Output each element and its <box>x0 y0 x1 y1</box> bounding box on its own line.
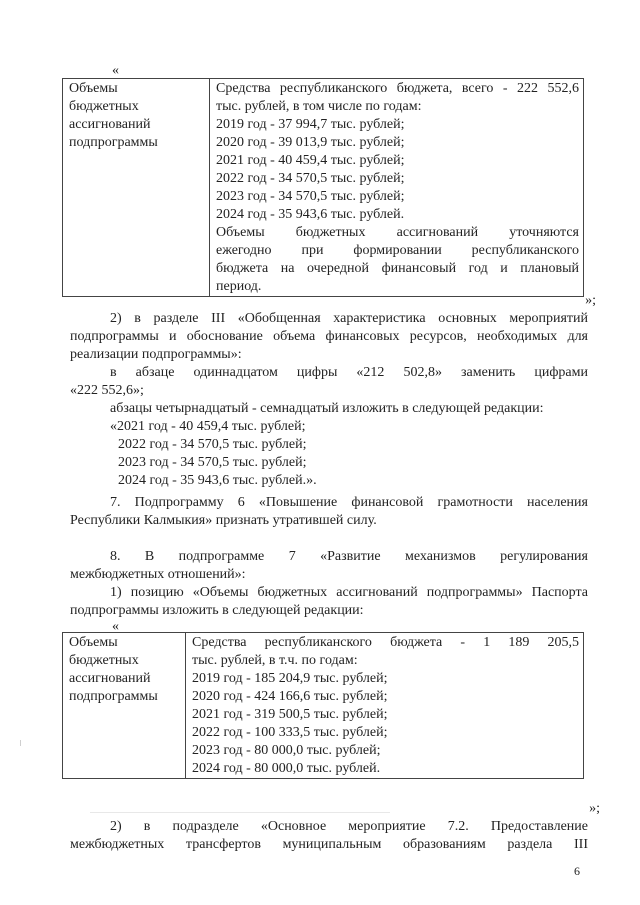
text-line: 7. Подпрограмму 6 «Повышение финансовой грамотности населения <box>110 495 588 510</box>
years-list <box>70 418 588 490</box>
paragraph-abz11 <box>70 364 588 400</box>
table2-right-line: Средства республиканского бюджета - 1 189 205,5 <box>192 635 579 650</box>
table2-right-line: 2023 год - 80 000,0 тыс. рублей; <box>192 743 381 758</box>
table2-right-line: 2022 год - 100 333,5 тыс. рублей; <box>192 725 388 740</box>
table1-right-line: бюджета на очередной финансовый год и плановый <box>216 261 579 276</box>
quote-open-1: « <box>112 63 119 78</box>
text-line: в абзаце одиннадцатом цифры «212 502,8» заменить цифрами <box>110 365 588 380</box>
paragraph-8 <box>70 548 588 584</box>
table1-right-line: тыс. рублей, в том числе по годам: <box>216 99 422 114</box>
text-line: 2024 год - 35 943,6 тыс. рублей.». <box>118 473 317 488</box>
table1-right-line: 2019 год - 37 994,7 тыс. рублей; <box>216 117 405 132</box>
text-line: межбюджетных трансфертов муниципальным образованиям раздела III <box>70 837 588 852</box>
text-line: реализации подпрограммы»: <box>70 347 242 362</box>
table2-left-line: бюджетных <box>69 653 139 668</box>
text-line: 2023 год - 34 570,5 тыс. рублей; <box>118 455 307 470</box>
text-line: «222 552,6»; <box>70 383 144 398</box>
table1-right-line: 2021 год - 40 459,4 тыс. рублей; <box>216 153 405 168</box>
table1-right-line: 2020 год - 39 013,9 тыс. рублей; <box>216 135 405 150</box>
table1-left-line: ассигнований <box>69 117 151 132</box>
table1-right-line: 2022 год - 34 570,5 тыс. рублей; <box>216 171 405 186</box>
table1-left-line: бюджетных <box>69 99 139 114</box>
table2-right-line: 2021 год - 319 500,5 тыс. рублей; <box>192 707 388 722</box>
table1-left-line: подпрограммы <box>69 135 158 150</box>
paragraph-8-2 <box>70 818 588 854</box>
table2-right-cell <box>186 633 584 779</box>
text-line: «2021 год - 40 459,4 тыс. рублей; <box>110 419 306 434</box>
paragraph-7 <box>70 494 588 530</box>
table2-right-line: тыс. рублей, в т.ч. по годам: <box>192 653 358 668</box>
text-line: 2) в разделе III «Обобщенная характеристика основных мероприятий <box>110 311 588 326</box>
table1-left-cell <box>63 79 210 297</box>
scan-mark <box>20 740 21 746</box>
table2-left-line: подпрограммы <box>69 689 158 704</box>
table1-right-line: Средства республиканского бюджета, всего - 222 552,6 <box>216 81 579 96</box>
table2-left-line: ассигнований <box>69 671 151 686</box>
paragraph-abz14 <box>70 400 588 418</box>
table1-left-line: Объемы <box>69 81 118 96</box>
quote-open-2: « <box>112 619 119 634</box>
table1-right-line: Объемы бюджетных ассигнований уточняются <box>216 225 579 240</box>
text-line: 2) в подразделе «Основное мероприятие 7.2. Предоставление <box>110 819 588 834</box>
text-line: 2022 год - 34 570,5 тыс. рублей; <box>118 437 307 452</box>
page-number: 6 <box>574 864 580 878</box>
budget-table-2 <box>62 632 584 779</box>
table2-left-cell <box>63 633 186 779</box>
text-line: 8. В подпрограмме 7 «Развитие механизмов регулирования <box>110 549 588 564</box>
table2-right-line: 2019 год - 185 204,9 тыс. рублей; <box>192 671 388 686</box>
paragraph-8-1 <box>70 584 588 620</box>
text-line: межбюджетных отношений»: <box>70 567 246 582</box>
text-line: Республики Калмыкия» признать утратившей силу. <box>70 513 377 528</box>
quote-close-2: »; <box>589 801 600 816</box>
paragraph-2-title <box>70 310 588 364</box>
table2-left-line: Объемы <box>69 635 118 650</box>
text-line: подпрограммы изложить в следующей редакции: <box>70 603 364 618</box>
table1-right-cell <box>210 79 584 297</box>
table1-right-line: период. <box>216 279 262 294</box>
table1-right-line: ежегодно при формировании республиканского <box>216 243 579 258</box>
text-line: абзацы четырнадцатый - семнадцатый изложить в следующей редакции: <box>110 401 544 416</box>
table1-right-line: 2024 год - 35 943,6 тыс. рублей. <box>216 207 405 222</box>
budget-table-1 <box>62 78 584 297</box>
text-line: подпрограммы и обоснование объема финансовых ресурсов, необходимых для <box>70 329 588 344</box>
table2-right-line: 2024 год - 80 000,0 тыс. рублей. <box>192 761 381 776</box>
scan-mark <box>90 812 390 813</box>
quote-close-1: »; <box>585 293 596 308</box>
table1-right-line: 2023 год - 34 570,5 тыс. рублей; <box>216 189 405 204</box>
text-line: 1) позицию «Объемы бюджетных ассигнований подпрограммы» Паспорта <box>110 585 588 600</box>
table2-right-line: 2020 год - 424 166,6 тыс. рублей; <box>192 689 388 704</box>
